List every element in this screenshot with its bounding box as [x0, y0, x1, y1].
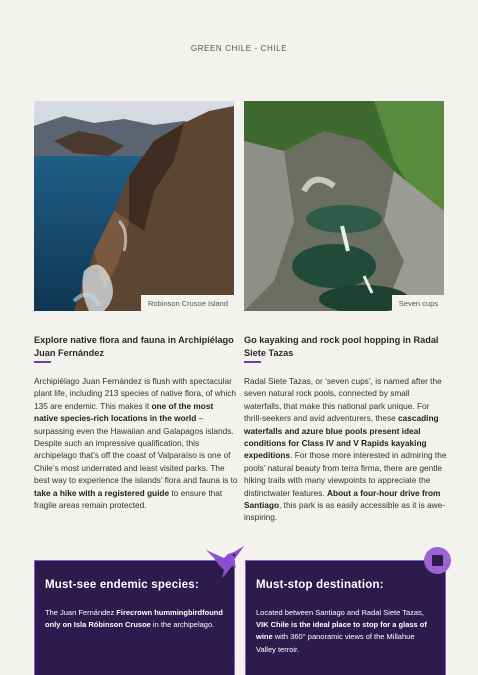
section-header: GREEN CHILE - CHILE [190, 44, 288, 53]
badge-square-icon [432, 555, 443, 566]
heading-underline [244, 361, 261, 363]
robinson-crusoe-photo [34, 101, 234, 311]
section-heading: Explore native flora and fauna in Archipiélago Juan Fernández [34, 335, 234, 358]
box-text: The Juan Fernández Firecrown hummingbirdfound only on Isla Róbinson Crusoe in the archipelago. [45, 608, 223, 630]
heading-underline [34, 361, 51, 363]
section-body: Radal Siete Tazas, or ‘seven cups’, is named after the seven natural rock pools, connected by small waterfalls, that make this national park unique. For thrill-seekers and avid adventurers, these cascading waterfalls and azure blue pools present ideal conditions for Class IV and V Rapids kayaking expeditions. For those more interested in admiring the pools’ natural beauty from terra firma, there are gentle hiking trails with many viewpoints to appreciate the distinctwater features. About a four-hour drive from Santiago, this park is as easily accessible as it is awe-inspiring. [244, 376, 447, 523]
wine-stop-badge-icon [424, 547, 451, 574]
flora-fauna-section [34, 334, 238, 511]
destination-box [245, 560, 446, 675]
page-number: 27 [234, 657, 244, 666]
box-text: Located between Santiago and Radal Siete Tazas, VIK Chile is the ideal place to stop for a glass of wine with 360° panoramic views of the Millahue Valley terroir. [256, 608, 427, 654]
hummingbird-icon [204, 544, 246, 580]
kayaking-section [244, 334, 448, 524]
section-body: Archipiélago Juan Fernández is flush with spectacular plant life, including 213 species of native flora, of which 135 are endemic. This makes it one of the most native species-rich locations in the world – surpassing even the Hawaiian and Galapagos islands. Despite such an impressive qualification, this archipelago that’s off the coast of Valparaíso is one of Chile’s most underrated and least visited parks. The best way to experience the islands’ flora and fauna is to take a hike with a registered guide to ensure that fragile areas remain protected. [34, 376, 238, 511]
photo-caption: Seven cups [392, 295, 444, 311]
box-title: Must-see endemic species: [45, 579, 199, 591]
photo-caption: Robinson Crusoe Island [141, 295, 234, 311]
box-title: Must-stop destination: [256, 579, 384, 591]
section-heading: Go kayaking and rock pool hopping in Radal Siete Tazas [244, 335, 439, 358]
seven-cups-photo [244, 101, 444, 311]
